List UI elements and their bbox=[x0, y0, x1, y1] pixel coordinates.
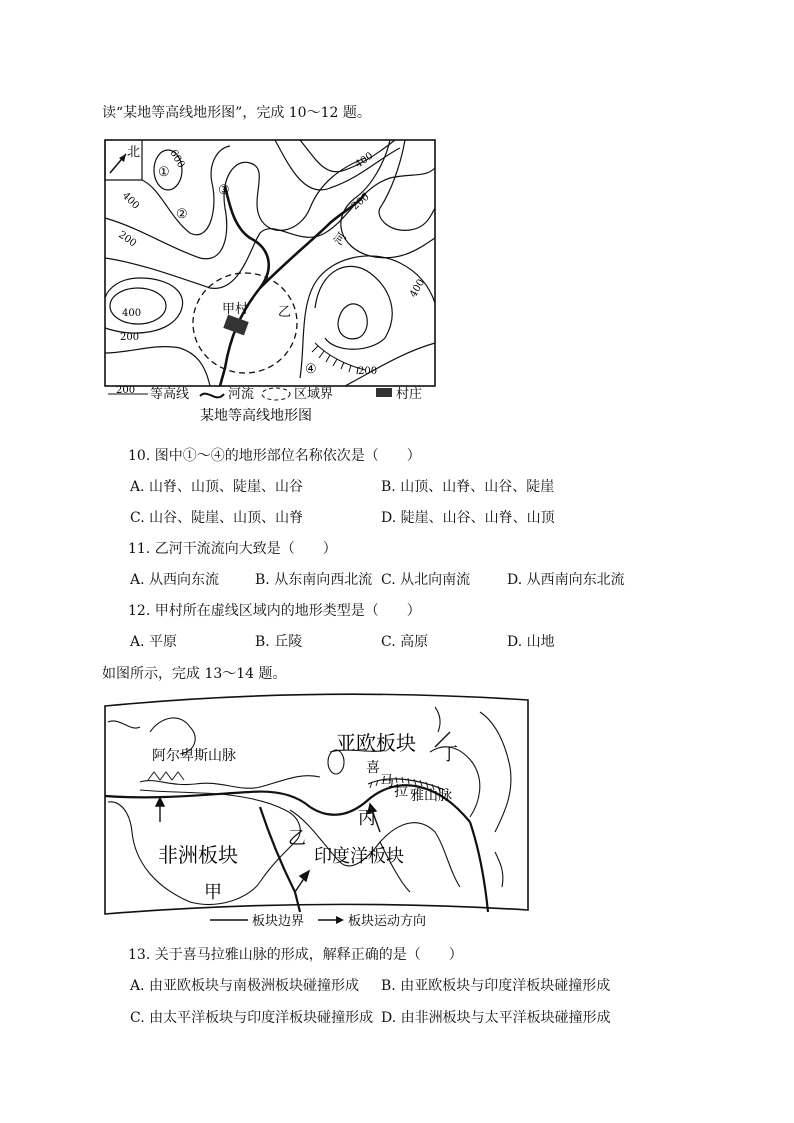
legend-contour-number: 200 bbox=[116, 385, 136, 396]
legend-region-label: 区域界 bbox=[294, 387, 334, 402]
contour-map-figure bbox=[100, 138, 440, 428]
alps-label: 阿尔卑斯山脉 bbox=[152, 748, 236, 764]
q12-option-d[interactable]: D. 山地 bbox=[507, 634, 555, 650]
legend-motion-arrow-icon bbox=[336, 916, 344, 924]
african-plate-label: 非洲板块 bbox=[158, 843, 238, 867]
q10-stem: 10. 图中①～④的地形部位名称依次是（ ） bbox=[128, 448, 421, 464]
contour-map-svg bbox=[100, 138, 440, 428]
contour-400-label-a: 400 bbox=[119, 190, 142, 212]
indian-plate-label: 印度洋板块 bbox=[314, 846, 404, 867]
legend-river-label: 河流 bbox=[228, 387, 255, 402]
label-ding: 丁 bbox=[440, 744, 458, 765]
label-jia: 甲 bbox=[204, 882, 222, 903]
village-label: 甲村 bbox=[222, 302, 249, 317]
point-2-label: ② bbox=[176, 207, 188, 222]
legend-village-label: 村庄 bbox=[396, 387, 423, 402]
himalaya-label-4: 雅山脉 bbox=[410, 788, 452, 804]
river-yi-label: 乙 bbox=[278, 305, 292, 320]
legend-contour-label: 等高线 bbox=[150, 387, 190, 402]
himalaya-label-1: 喜 bbox=[366, 760, 380, 776]
label-yi: 乙 bbox=[288, 828, 306, 849]
intro-text-2: 如图所示，完成 13～14 题。 bbox=[102, 666, 287, 682]
label-bing: 丙 bbox=[358, 808, 376, 829]
q10-option-a[interactable]: A. 山脊、山顶、陡崖、山谷 bbox=[130, 479, 304, 495]
q11-option-b[interactable]: B. 从东南向西北流 bbox=[255, 572, 373, 588]
legend-river-icon bbox=[200, 394, 224, 398]
q10-option-b[interactable]: B. 山顶、山脊、山谷、陡崖 bbox=[381, 479, 555, 495]
himalaya-label-2: 马 bbox=[380, 774, 394, 790]
q11-option-c[interactable]: C. 从北向南流 bbox=[381, 572, 471, 588]
north-label: 北 bbox=[127, 145, 141, 160]
village-marker bbox=[223, 315, 248, 336]
contour-400-label-d: 400 bbox=[408, 277, 428, 300]
intro-text-1: 读“某地等高线地形图”，完成 10～12 题。 bbox=[102, 105, 371, 121]
q13-option-c[interactable]: C. 由太平洋板块与印度洋板块碰撞形成 bbox=[130, 1010, 374, 1026]
point-4-label: ④ bbox=[305, 362, 317, 377]
q13-option-a[interactable]: A. 由亚欧板块与南极洲板块碰撞形成 bbox=[130, 978, 360, 994]
q11-option-a[interactable]: A. 从西向东流 bbox=[130, 572, 220, 588]
q12-stem: 12. 甲村所在虚线区域内的地形类型是（ ） bbox=[128, 603, 421, 619]
q11-stem: 11. 乙河干流流向大致是（ ） bbox=[128, 541, 337, 557]
contour-200-label-a: 200 bbox=[116, 229, 139, 250]
q10-option-c[interactable]: C. 山谷、陡崖、山顶、山脊 bbox=[130, 510, 304, 526]
contour-200-label-b: 200 bbox=[349, 191, 372, 213]
plate-map-figure bbox=[100, 692, 532, 932]
contour-400-label-c: 400 bbox=[122, 308, 142, 319]
q12-option-a[interactable]: A. 平原 bbox=[130, 634, 178, 650]
himalaya-label-3: 拉 bbox=[394, 784, 408, 800]
legend-boundary-label: 板块边界 bbox=[252, 914, 305, 929]
contour-600-label: 600 bbox=[167, 148, 187, 171]
river-name-label: 河 bbox=[330, 229, 350, 248]
contour-400-label-b: 400 bbox=[353, 150, 376, 171]
contour-200-label-c: 200 bbox=[120, 332, 140, 343]
q13-option-b[interactable]: B. 由亚欧板块与印度洋板块碰撞形成 bbox=[381, 978, 611, 994]
q13-option-d[interactable]: D. 由非洲板块与太平洋板块碰撞形成 bbox=[381, 1010, 611, 1026]
map1-caption: 某地等高线地形图 bbox=[200, 408, 312, 424]
q13-stem: 13. 关于喜马拉雅山脉的形成，解释正确的是（ ） bbox=[128, 947, 463, 963]
point-1-label: ① bbox=[158, 165, 170, 180]
eurasian-plate-label: 亚欧板块 bbox=[336, 731, 416, 755]
point-3-label: ③ bbox=[218, 183, 230, 198]
legend-region-icon bbox=[262, 388, 290, 400]
legend-village-icon bbox=[376, 388, 392, 397]
q12-option-b[interactable]: B. 丘陵 bbox=[255, 634, 303, 650]
plate-map-svg bbox=[100, 692, 532, 932]
contour-200-label-d: 200 bbox=[358, 366, 378, 377]
legend-motion-label: 板块运动方向 bbox=[348, 914, 427, 929]
q11-option-d[interactable]: D. 从西南向东北流 bbox=[507, 572, 625, 588]
q10-option-d[interactable]: D. 陡崖、山谷、山脊、山顶 bbox=[381, 510, 555, 526]
q12-option-c[interactable]: C. 高原 bbox=[381, 634, 429, 650]
